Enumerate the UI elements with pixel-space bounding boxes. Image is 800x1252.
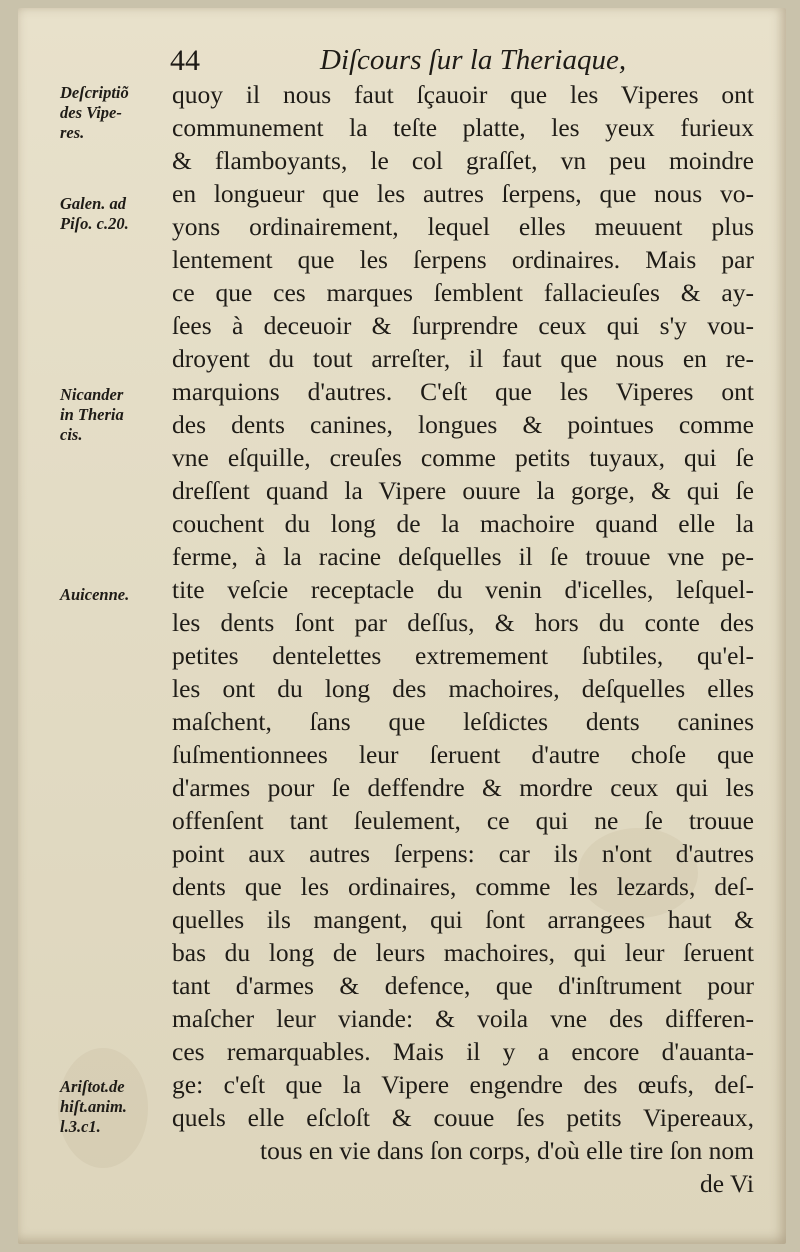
margin-note-nicander (60, 385, 168, 445)
text-line: ge: c'eſt que la Vipere engendre des œufs, deſ- (172, 1070, 754, 1099)
text-line: ſuſmentionnees leur ſeruent d'autre choſe que (172, 740, 754, 769)
margin-note-line: Auicenne. (60, 585, 130, 604)
text-line: en longueur que les autres ſerpens, que nous vo- (172, 179, 754, 208)
running-title: Diſcours ſur la Theriaque, (320, 44, 627, 76)
margin-note-line: in Theria (60, 405, 124, 424)
text-line: maſcher leur viande: & voila vne des differen- (172, 1004, 754, 1033)
text-line: les ont du long des machoires, deſquelles elles (172, 674, 754, 703)
text-line: yons ordinairement, lequel elles meuuent plus (172, 212, 754, 241)
text-line: ſees à deceuoir & ſurprendre ceux qui s'y vou- (172, 311, 754, 340)
body-text (172, 78, 754, 1200)
text-line: tite veſcie receptacle du venin d'icelles, leſquel- (172, 575, 754, 604)
margin-note-line: l.3.c1. (60, 1117, 101, 1136)
text-line: quelles ils mangent, qui ſont arrangees haut & (172, 905, 754, 934)
margin-note-avicenna (60, 585, 168, 605)
margin-note-line: Ariſtot.de (60, 1077, 125, 1096)
text-line: des dents canines, longues & pointues comme (172, 410, 754, 439)
text-line: dents que les ordinaires, comme les lezards, deſ- (172, 872, 754, 901)
text-line: ferme, à la racine deſquelles il ſe trouue vne pe- (172, 542, 754, 571)
text-line: communement la teſte platte, les yeux furieux (172, 113, 754, 142)
page-number: 44 (170, 44, 200, 77)
margin-note-line: Galen. ad (60, 194, 126, 213)
text-line: tant d'armes & defence, que d'inſtrument pour (172, 971, 754, 1000)
text-line: les dents ſont par deſſus, & hors du conte des (172, 608, 754, 637)
margin-note-line: hiſt.anim. (60, 1097, 127, 1116)
text-line: ce que ces marques ſemblent fallacieuſes & ay- (172, 278, 754, 307)
margin-note-description (60, 83, 168, 143)
text-line: tous en vie dans ſon corps, d'où elle tire ſon nom (260, 1136, 754, 1165)
text-line: maſchent, ſans que leſdictes dents canines (172, 707, 754, 736)
text-line: lentement que les ſerpens ordinaires. Mais par (172, 245, 754, 274)
margin-note-line: Nicander (60, 385, 124, 404)
catchword: de Vi (700, 1169, 754, 1198)
margin-note-line: Piſo. c.20. (60, 214, 129, 233)
margin-note-line: res. (60, 123, 85, 142)
margin-note-line: des Vipe- (60, 103, 122, 122)
text-line: vne eſquille, creuſes comme petits tuyaux, qui ſe (172, 443, 754, 472)
text-line: quels elle eſcloſt & couue ſes petits Vipereaux, (172, 1103, 754, 1132)
text-line: bas du long de leurs machoires, qui leur ſeruent (172, 938, 754, 967)
text-line: quoy il nous faut ſçauoir que les Viperes ont (172, 80, 754, 109)
text-line: point aux autres ſerpens: car ils n'ont d'autres (172, 839, 754, 868)
margin-note-galen (60, 194, 168, 234)
text-line: droyent du tout arreſter, il faut que nous en re- (172, 344, 754, 373)
text-line: & flamboyants, le col graſſet, vn peu moindre (172, 146, 754, 175)
text-line: ces remarquables. Mais il y a encore d'auanta- (172, 1037, 754, 1066)
text-line: d'armes pour ſe deffendre & mordre ceux qui les (172, 773, 754, 802)
text-line: marquions d'autres. C'eſt que les Viperes ont (172, 377, 754, 406)
margin-note-line: cis. (60, 425, 83, 444)
text-line: dreſſent quand la Vipere ouure la gorge, & qui ſe (172, 476, 754, 505)
text-line: petites dentelettes extremement ſubtiles, qu'el- (172, 641, 754, 670)
margin-note-aristotle (60, 1077, 168, 1137)
text-line: offenſent tant ſeulement, ce qui ne ſe trouue (172, 806, 754, 835)
margin-note-line: Deſcriptiõ (60, 83, 129, 102)
text-line: couchent du long de la machoire quand elle la (172, 509, 754, 538)
